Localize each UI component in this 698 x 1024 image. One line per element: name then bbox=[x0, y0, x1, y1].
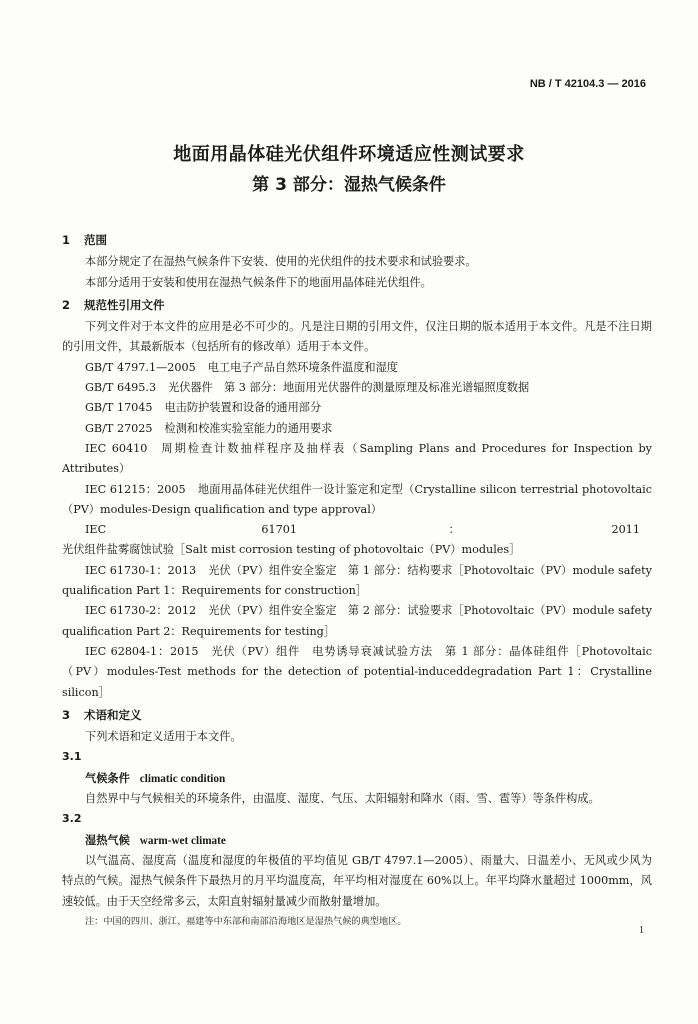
reference-title: 光伏（PV）组件安全鉴定 第 1 部分：结构要求［Photovoltaic（PV）module safety qualification Part 1：Requirements for construction］ bbox=[62, 563, 652, 598]
reference-code: IEC 60410 bbox=[85, 441, 148, 455]
term-en: warm-wet climate bbox=[139, 834, 226, 847]
document-title: 地面用晶体硅光伏组件环境适应性测试要求 bbox=[173, 144, 525, 165]
reference-item bbox=[62, 398, 652, 418]
paragraph: 本部分适用于安装和使用在湿热气候条件下的地面用晶体硅光伏组件。 bbox=[85, 275, 432, 289]
reference-code: GB/T 17045 bbox=[85, 401, 153, 415]
reference-code: IEC 61701：2011 bbox=[85, 523, 640, 537]
section-heading-2: 2 规范性引用文件 bbox=[62, 297, 165, 312]
reference-title: 检测和校准实验室能力的通用要求 bbox=[164, 421, 333, 435]
term-heading bbox=[62, 768, 652, 789]
reference-code: IEC 61215：2005 bbox=[85, 482, 186, 496]
reference-title: 光伏组件盐雾腐蚀试验［Salt mist corrosion testing of photovoltaic（PV）modules］ bbox=[62, 543, 521, 557]
section-heading-1: 1 范围 bbox=[62, 233, 107, 247]
document-subtitle: 第 3 部分：湿热气候条件 bbox=[252, 175, 446, 195]
reference-item bbox=[62, 480, 652, 521]
section-heading-3: 3 术语和定义 bbox=[62, 707, 142, 722]
paragraph: 本部分规定了在湿热气候条件下安装、使用的光伏组件的技术要求和试验要求。 bbox=[85, 255, 477, 269]
reference-title: 周期检查计数抽样程序及抽样表（Sampling Plans and Procedures for Inspection by Attributes） bbox=[62, 441, 652, 476]
reference-code: IEC 62804-1：2015 bbox=[85, 644, 199, 658]
term-en: climatic condition bbox=[139, 772, 226, 785]
reference-title: 光伏（PV）组件安全鉴定 第 2 部分：试验要求［Photovoltaic（PV）module safety qualification Part 2：Requirements for testing］ bbox=[62, 604, 652, 638]
reference-code: GB/T 27025 bbox=[85, 421, 153, 435]
term-cn: 湿热气候 bbox=[85, 832, 130, 847]
reference-title: 电工电子产品自然环境条件温度和湿度 bbox=[207, 360, 398, 374]
standard-code: NB / T 42104.3 — 2016 bbox=[529, 78, 646, 90]
reference-code: GB/T 6495.3 bbox=[85, 381, 157, 395]
reference-item bbox=[62, 601, 652, 642]
term-heading bbox=[62, 830, 652, 851]
reference-title: 地面用晶体硅光伏组件一设计鉴定和定型（Crystalline silicon terrestrial photovoltaic（PV）modules-Design qualification and type approval） bbox=[62, 482, 653, 516]
term-number: 3.2 bbox=[62, 812, 82, 826]
reference-title: 光伏器件 第 3 部分：地面用光伏器件的测量原理及标准光谱辐照度数据 bbox=[168, 381, 530, 395]
reference-item bbox=[62, 642, 652, 703]
reference-item bbox=[62, 520, 652, 561]
reference-title: 光伏（PV）组件 电势诱导衰减试验方法 第 1 部分：晶体硅组件［Photovoltaic（PV）modules-Test methods for the detection of potential-induceddegradation Part 1：Crystalline silicon］ bbox=[62, 644, 652, 699]
reference-code: GB/T 4797.1—2005 bbox=[85, 360, 196, 374]
note: 注：中国的四川、浙江、福建等中东部和南部沿海地区是湿热气候的典型地区。 bbox=[85, 915, 407, 927]
reference-code: IEC 61730-2：2012 bbox=[85, 604, 197, 618]
reference-item bbox=[62, 419, 652, 439]
reference-code: IEC 61730-1：2013 bbox=[85, 563, 197, 577]
reference-item bbox=[62, 439, 652, 480]
term-definition: 自然界中与气候相关的环境条件，由温度、湿度、气压、太阳辐射和降水（雨、雪、雹等）等条件构成。 bbox=[85, 792, 600, 806]
term-cn: 气候条件 bbox=[85, 770, 130, 785]
reference-title: 电击防护装置和设备的通用部分 bbox=[164, 401, 322, 415]
reference-item bbox=[62, 561, 652, 602]
paragraph: 下列文件对于本文件的应用是必不可少的。凡是注日期的引用文件，仅注日期的版本适用于本文件。凡是不注日期的引用文件，其最新版本（包括所有的修改单）适用于本文件。 bbox=[62, 320, 652, 354]
page-number: 1 bbox=[639, 925, 644, 936]
reference-item bbox=[62, 378, 652, 398]
document-body bbox=[62, 228, 652, 932]
reference-item bbox=[62, 358, 652, 378]
term-number: 3.1 bbox=[62, 750, 82, 764]
paragraph: 下列术语和定义适用于本文件。 bbox=[85, 730, 242, 744]
term-definition: 以气温高、湿度高（温度和湿度的年极值的平均值见 GB/T 4797.1—2005）、雨量大、日温差小、无风或少风为特点的气候。湿热气候条件下最热月的月平均温度高，年平均相对湿度在 60%以上。年平均降水量超过 1000mm，风速较低。由于天空经常多云，太阳直射辐射量减少而散射量增加。 bbox=[62, 853, 652, 908]
